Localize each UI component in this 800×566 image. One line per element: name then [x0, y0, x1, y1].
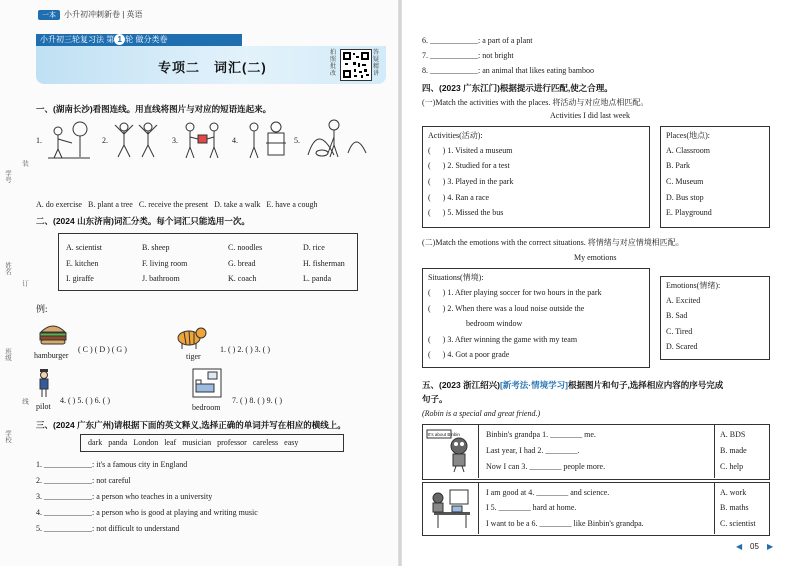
emotion-item: D. Scared	[666, 342, 698, 351]
places-heading: Places(地点):	[666, 131, 710, 140]
word-bank: dark panda London leaf musician professor careless easy	[88, 438, 299, 447]
choice-option: B. maths	[720, 503, 749, 512]
pilot-label: pilot	[36, 402, 51, 411]
part-1-heading: Activities I did last week	[550, 111, 630, 120]
series-title: 小升初冲刺新卷 | 英语	[64, 10, 143, 19]
definition-5: 5. ____________: not difficult to understand	[36, 524, 180, 533]
definition-3: 3. ____________: a person who teaches in a university	[36, 492, 213, 501]
activity-item: ( ) 5. Missed the bus	[428, 208, 504, 217]
word-cell: D. rice	[303, 243, 325, 252]
situations-heading: Situations(情境):	[428, 273, 484, 282]
tiger-label: tiger	[186, 352, 201, 361]
place-item: A. Classroom	[666, 146, 710, 155]
blank-sentence: Binbin's grandpa 1. ________ me.	[486, 430, 596, 439]
page-number: 05	[750, 542, 759, 551]
plant-tree-picture	[46, 119, 92, 163]
hamburger-icon	[38, 322, 68, 348]
brand-logo: 一本	[38, 10, 60, 20]
word-cell: L. panda	[303, 274, 331, 283]
side-label-name: 姓名	[4, 262, 11, 275]
side-mark-1: 装	[21, 160, 28, 167]
word-cell: G. bread	[228, 259, 256, 268]
emotion-item: A. Excited	[666, 296, 701, 305]
situation-item: ( ) 2. When there was a loud noise outside the	[428, 304, 585, 313]
word-cell: C. noodles	[228, 243, 263, 252]
speech-bubble: It's about Binbin	[428, 432, 460, 437]
pic-number-5: 5.	[294, 136, 300, 145]
have-cough-picture	[242, 117, 290, 163]
blank-sentence: I want to be a 6. ________ like Binbin's grandpa.	[486, 519, 644, 528]
take-walk-picture	[304, 117, 370, 163]
section-1-options: A. do exercise B. plant a tree C. receive the present D. take a walk E. have a cough	[36, 200, 318, 209]
side-mark-3: 线	[21, 398, 28, 405]
divider	[714, 482, 715, 534]
section-2-title: 二、(2024 山东济南)词汇分类。每个词汇只能选用一次。	[36, 216, 250, 226]
word-cell: B. sheep	[142, 243, 170, 252]
section-3-title: 三、(2024 广东广州)请根据下面的英文释义,选择正确的单词并写在相应的横线上。	[36, 420, 346, 430]
tiger-icon	[174, 322, 208, 352]
choice-option: C. help	[720, 462, 744, 471]
section-5-title: 五、(2023 浙江绍兴)[新考法·情境学习]根据图片和句子,选择相应内容的序号完成	[422, 380, 724, 390]
pic-number-3: 3.	[172, 136, 178, 145]
choice-option: C. scientist	[720, 519, 756, 528]
book-spine	[398, 0, 402, 566]
place-item: E. Playground	[666, 208, 712, 217]
definition-7: 7. ____________: not bright	[422, 51, 514, 60]
activity-item: ( ) 4. Ran a race	[428, 193, 490, 202]
prev-page-icon[interactable]: ◀	[736, 542, 743, 551]
hamburger-answers: ( C ) ( D ) ( G )	[78, 345, 127, 354]
side-label-class: 班级	[4, 348, 11, 361]
qr-caption-left: 拍照批改	[330, 50, 337, 77]
blank-sentence: Last year, I had 2. ________.	[486, 446, 580, 455]
definition-2: 2. ____________: not careful	[36, 476, 131, 485]
qr-code-icon[interactable]	[340, 49, 372, 81]
pilot-blanks: 4. ( ) 5. ( ) 6. ( )	[60, 396, 110, 405]
robin-block-1	[422, 424, 770, 480]
bedroom-icon	[192, 368, 222, 400]
page-header	[38, 9, 143, 20]
place-item: C. Museum	[666, 177, 704, 186]
blank-sentence: I am good at 4. ________ and science.	[486, 488, 610, 497]
situation-item-cont: bedroom window	[466, 319, 523, 328]
section-5-intro: (Robin is a special and great friend.)	[422, 409, 541, 418]
example-label: 例:	[36, 304, 48, 314]
hamburger-label: hamburger	[34, 351, 69, 360]
exercise-picture	[112, 119, 160, 163]
situation-item: ( ) 4. Got a poor grade	[428, 350, 510, 359]
word-cell: J. bathroom	[142, 274, 180, 283]
activity-item: ( ) 1. Visited a museum	[428, 146, 513, 155]
pilot-icon	[36, 368, 52, 400]
method-banner: 小升初三轮复习法 第 1 轮 做分类卷	[36, 34, 242, 46]
side-label-school: 学校	[4, 430, 11, 443]
place-item: B. Park	[666, 161, 690, 170]
next-page-icon[interactable]: ▶	[767, 542, 774, 551]
qr-caption-right: 答疑精讲	[373, 50, 380, 77]
divider	[478, 424, 479, 478]
divider	[478, 482, 479, 534]
activities-heading: Activities(活动):	[428, 131, 483, 140]
new-exam-tag: [新考法·情境学习]	[499, 380, 568, 390]
divider	[714, 424, 715, 478]
word-cell: K. coach	[228, 274, 257, 283]
receive-present-picture	[182, 119, 224, 163]
place-item: D. Bus stop	[666, 193, 704, 202]
part-1-title: (一)Match the activities with the places. 将活动与对应地点相匹配。	[422, 98, 649, 107]
definition-4: 4. ____________: a person who is good at playing and writing music	[36, 508, 258, 517]
emotion-item: C. Tired	[666, 327, 693, 336]
choice-option: A. BDS	[720, 430, 746, 439]
situation-item: ( ) 1. After playing soccer for two hours in the park	[428, 288, 602, 297]
definition-8: 8. ____________: an animal that likes eating bamboo	[422, 66, 594, 75]
word-cell: E. kitchen	[66, 259, 99, 268]
situation-item: ( ) 3. After winning the game with my team	[428, 335, 578, 344]
pic-number-2: 2.	[102, 136, 108, 145]
side-label-id: 学号	[4, 170, 11, 183]
part-2-title: (二)Match the emotions with the correct situations. 将情绪与对应情境相匹配。	[422, 238, 684, 247]
pic-number-4: 4.	[232, 136, 238, 145]
pic-number-1: 1.	[36, 136, 42, 145]
side-mark-2: 订	[21, 280, 28, 287]
activity-item: ( ) 3. Played in the park	[428, 177, 514, 186]
bedroom-blanks: 7. ( ) 8. ( ) 9. ( )	[232, 396, 282, 405]
tiger-blanks: 1. ( ) 2. ( ) 3. ( )	[220, 345, 270, 354]
page-title: 专项二 词汇(二)	[158, 60, 267, 75]
word-cell: F. living room	[142, 259, 188, 268]
part-2-heading: My emotions	[574, 253, 617, 262]
blank-sentence: Now I can 3. ________ people more.	[486, 462, 606, 471]
blank-sentence: I 5. ________ hard at home.	[486, 503, 577, 512]
study-desk-icon	[426, 486, 474, 532]
section-1-title: 一、(湖南长沙)看图连线。用直线将图片与对应的短语连起来。	[36, 104, 272, 114]
choice-option: A. work	[720, 488, 747, 497]
bedroom-label: bedroom	[192, 403, 221, 412]
emotion-item: B. Sad	[666, 311, 688, 320]
section-4-title: 四、(2023 广东江门)根据提示进行匹配,使之合理。	[422, 83, 613, 93]
definition-1: 1. ____________: it's a famous city in England	[36, 460, 188, 469]
word-cell: H. fisherman	[303, 259, 345, 268]
word-cell: I. giraffe	[66, 274, 94, 283]
word-cell: A. scientist	[66, 243, 102, 252]
activity-item: ( ) 2. Studied for a test	[428, 161, 510, 170]
definition-6: 6. ____________: a part of a plant	[422, 36, 533, 45]
section-5-title-cont: 句子。	[422, 394, 448, 404]
choice-option: B. made	[720, 446, 747, 455]
emotions-heading: Emotions(情绪):	[666, 281, 721, 290]
round-number: 1	[114, 34, 125, 45]
